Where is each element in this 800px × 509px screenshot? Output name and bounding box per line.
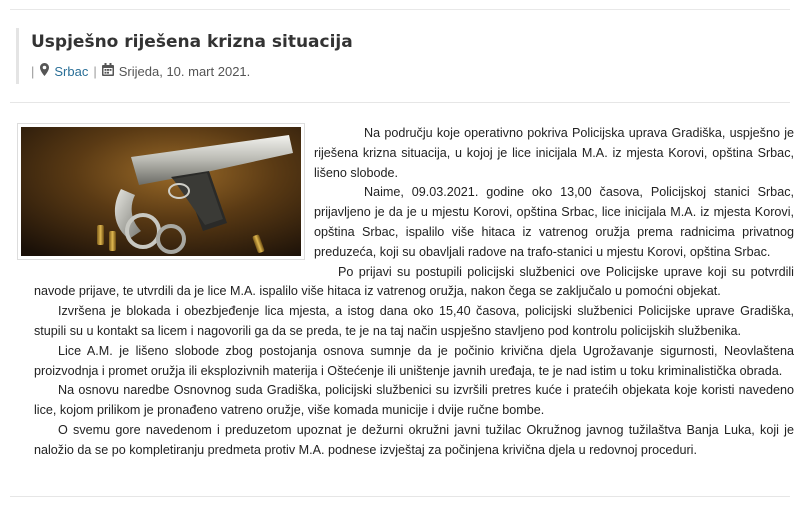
paragraph-2: Naime, 09.03.2021. godine oko 13,00 časova, Policijskoj stanici Srbac, prijavljeno je da je u mjestu Korovi, opština Srbac, lice inicijala M.A. iz mjesta Korovi, opština Srbac, ispalilo više hitaca iz vatrenog oružja prema radnicima privatnog preduzeća, koji su obavljali radove na trafo-stanici u mjestu Korovi, opština Srbac. <box>314 185 794 259</box>
calendar-icon <box>102 63 114 79</box>
paragraph-6: Na osnovu naredbe Osnovnog suda Gradiška, policijski službenici su izvršili pretres kuće i pratećih objekata koje koristi navedeno lice, kojom prilikom je pronađeno vatreno oružje, više komada municije i dvije ručne bombe. <box>34 383 794 418</box>
location-link[interactable]: Srbac <box>54 63 89 79</box>
map-marker-icon <box>40 63 49 79</box>
article-header <box>16 28 791 84</box>
page-title: Uspješno riješena krizna situacija <box>31 32 353 52</box>
publish-date: Srijeda, 10. mart 2021. <box>118 63 251 79</box>
top-divider <box>10 9 790 10</box>
meta-separator: | <box>31 63 35 79</box>
article-meta <box>31 63 791 79</box>
image-spacer <box>34 124 314 280</box>
article-body <box>34 124 794 461</box>
content-divider <box>10 102 790 103</box>
paragraph-7: O svemu gore navedenom i preduzetom upoznat je dežurni okružni javni tužilac Okružnog javnog tužilaštva Banja Luka, koji je naložio da se po kompletiranju predmeta protiv M.A. podnese izvještaj za počinjena krivična djela u redovnoj proceduri. <box>34 422 794 457</box>
paragraph-4: Izvršena je blokada i obezbjeđenje lica mjesta, a istog dana oko 15,40 časova, policijski službenici Policijske uprave Gradiška, stupili su u kontakt sa licem i nagovorili ga da se preda, te je na taj način uspješno stavljeno pod kontrolu policijskih službenika. <box>34 304 794 338</box>
meta-separator-2: | <box>93 63 97 79</box>
paragraph-5: Lice A.M. je lišeno slobode zbog postojanja osnova sumnje da je počinio krivična djela Ugrožavanje sigurnosti, Neovlaštena proizvodnja i promet oružja ili eksplozivnih materija i Oštećenje ili uništenje javnih uređaja, te je nad istim u toku kriminalistička obrada. <box>34 343 794 378</box>
bottom-divider <box>10 496 790 497</box>
paragraph-3: Po prijavi su postupili policijski službenici ove Policijske uprave koji su potvrdili navode prijave, te utvrdili da je lice M.A. ispalilo više hitaca iz vatrenog oružja, nakon čega se zaključalo u pomoćni objekat. <box>34 264 794 299</box>
paragraph-1: Na području koje operativno pokriva Policijska uprava Gradiška, uspješno je riješena krizna situacija, u kojoj je lice inicijala M.A. iz mjesta Korovi, opština Srbac, lišeno slobode. <box>314 126 794 180</box>
